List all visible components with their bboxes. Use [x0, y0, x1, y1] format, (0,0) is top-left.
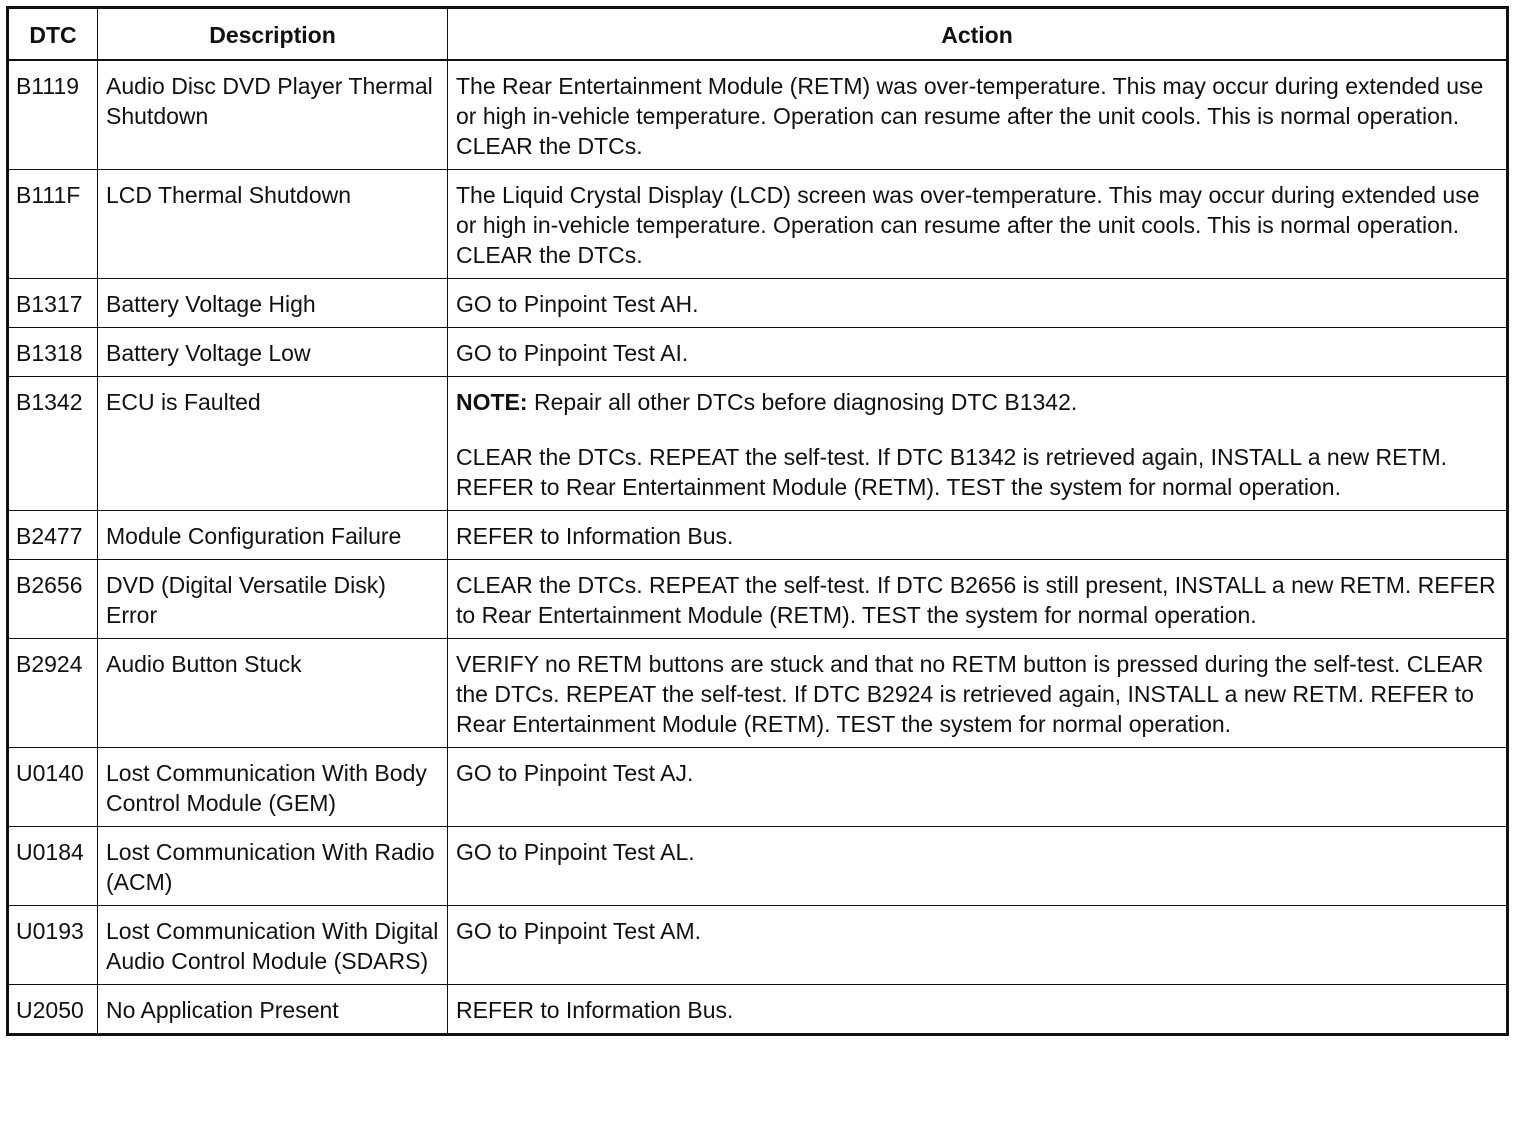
dtc-action: GO to Pinpoint Test AM. [448, 906, 1508, 985]
dtc-description: No Application Present [98, 985, 448, 1035]
note-label: NOTE: [456, 389, 528, 415]
dtc-code: U0184 [8, 827, 98, 906]
dtc-code: U0140 [8, 748, 98, 827]
dtc-description: Module Configuration Failure [98, 511, 448, 560]
dtc-description: Audio Button Stuck [98, 639, 448, 748]
dtc-code: B1318 [8, 328, 98, 377]
dtc-action: GO to Pinpoint Test AI. [448, 328, 1508, 377]
dtc-action: VERIFY no RETM buttons are stuck and that no RETM button is pressed during the self-test. CLEAR the DTCs. REPEAT the self-test. If DTC B2924 is retrieved again, INSTALL a new RETM. REFER to Rear Entertainment Module (RETM). TEST the system for normal operation. [448, 639, 1508, 748]
dtc-code: B1342 [8, 377, 98, 511]
dtc-description: LCD Thermal Shutdown [98, 170, 448, 279]
table-row [8, 827, 1508, 906]
table-row [8, 377, 1508, 511]
dtc-action: The Liquid Crystal Display (LCD) screen was over-temperature. This may occur during extended use or high in-vehicle temperature. Operation can resume after the unit cools. This is normal operation. CLEAR the DTCs. [448, 170, 1508, 279]
dtc-code: U0193 [8, 906, 98, 985]
action-paragraph: CLEAR the DTCs. REPEAT the self-test. If DTC B1342 is retrieved again, INSTALL a new RETM. REFER to Rear Entertainment Module (RETM). TEST the system for normal operation. [456, 444, 1448, 500]
dtc-code: B2656 [8, 560, 98, 639]
dtc-action: CLEAR the DTCs. REPEAT the self-test. If DTC B2656 is still present, INSTALL a new RETM. REFER to Rear Entertainment Module (RETM). TEST the system for normal operation. [448, 560, 1508, 639]
dtc-code: B1119 [8, 60, 98, 170]
dtc-action: GO to Pinpoint Test AL. [448, 827, 1508, 906]
table-row [8, 328, 1508, 377]
dtc-description: Audio Disc DVD Player Thermal Shutdown [98, 60, 448, 170]
table-row [8, 906, 1508, 985]
column-header-dtc: DTC [8, 8, 98, 61]
table-row [8, 511, 1508, 560]
dtc-code: B2924 [8, 639, 98, 748]
dtc-description: Lost Communication With Radio (ACM) [98, 827, 448, 906]
table-header [8, 8, 1508, 61]
table-row [8, 560, 1508, 639]
dtc-action: REFER to Information Bus. [448, 511, 1508, 560]
dtc-description: Lost Communication With Body Control Module (GEM) [98, 748, 448, 827]
dtc-action: GO to Pinpoint Test AH. [448, 279, 1508, 328]
dtc-action [448, 377, 1508, 511]
header-row [8, 8, 1508, 61]
table-row [8, 748, 1508, 827]
dtc-action: GO to Pinpoint Test AJ. [448, 748, 1508, 827]
table-row [8, 639, 1508, 748]
dtc-action: REFER to Information Bus. [448, 985, 1508, 1035]
table-row [8, 985, 1508, 1035]
dtc-table-container [6, 6, 1506, 1036]
dtc-action: The Rear Entertainment Module (RETM) was over-temperature. This may occur during extended use or high in-vehicle temperature. Operation can resume after the unit cools. This is normal operation. CLEAR the DTCs. [448, 60, 1508, 170]
dtc-description: Battery Voltage High [98, 279, 448, 328]
table-row [8, 170, 1508, 279]
dtc-code: U2050 [8, 985, 98, 1035]
dtc-code: B2477 [8, 511, 98, 560]
dtc-description: DVD (Digital Versatile Disk) Error [98, 560, 448, 639]
table-row [8, 279, 1508, 328]
dtc-table [6, 6, 1509, 1036]
dtc-code: B111F [8, 170, 98, 279]
table-row [8, 60, 1508, 170]
dtc-description: ECU is Faulted [98, 377, 448, 511]
note-text: Repair all other DTCs before diagnosing DTC B1342. [527, 389, 1078, 415]
dtc-description: Lost Communication With Digital Audio Control Module (SDARS) [98, 906, 448, 985]
column-header-description: Description [98, 8, 448, 61]
note-paragraph [456, 387, 1499, 417]
dtc-description: Battery Voltage Low [98, 328, 448, 377]
column-header-action: Action [448, 8, 1508, 61]
table-body [8, 60, 1508, 1035]
dtc-code: B1317 [8, 279, 98, 328]
